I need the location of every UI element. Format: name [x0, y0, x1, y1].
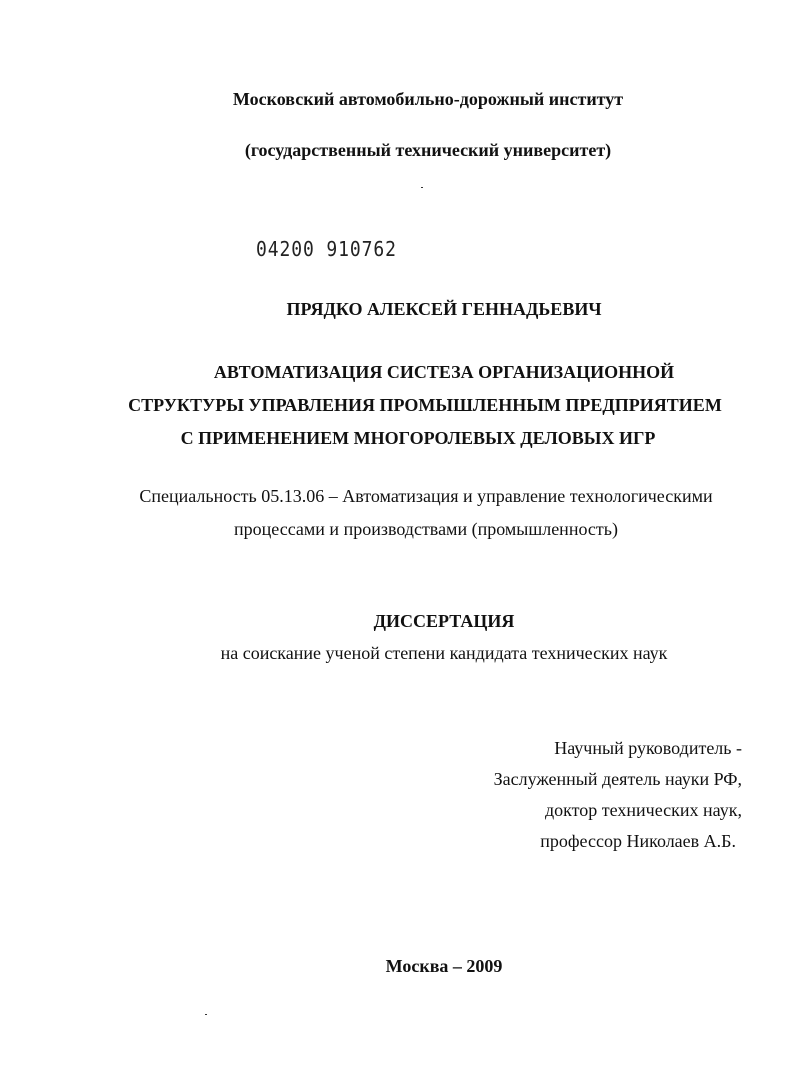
- specialty-line-2: процессами и производствами (промышленность): [234, 519, 618, 539]
- supervisor-line-2: Заслуженный деятель науки РФ,: [493, 769, 742, 789]
- specialty-line-1: Специальность 05.13.06 – Автоматизация и управление технологическими: [139, 486, 713, 506]
- scan-speck: [421, 187, 423, 188]
- degree-description: на соискание ученой степени кандидата технических наук: [220, 643, 668, 663]
- dissertation-title-line-2: СТРУКТУРЫ УПРАВЛЕНИЯ ПРОМЫШЛЕННЫМ ПРЕДПРИЯТИЕМ: [128, 395, 722, 415]
- city-and-year: Москва – 2009: [385, 956, 503, 976]
- scan-speck: [205, 1014, 207, 1015]
- university-name: (государственный технический университет): [244, 140, 612, 160]
- registration-stamp-number: 04200 910762: [256, 237, 397, 261]
- author-name: ПРЯДКО АЛЕКСЕЙ ГЕННАДЬЕВИЧ: [286, 299, 602, 319]
- institute-name: Московский автомобильно-дорожный институт: [232, 89, 624, 109]
- supervisor-line-4: профессор Николаев А.Б.: [540, 831, 736, 851]
- dissertation-title-line-1: АВТОМАТИЗАЦИЯ СИСТЕЗА ОРГАНИЗАЦИОННОЙ: [213, 362, 675, 382]
- document-type: ДИССЕРТАЦИЯ: [373, 611, 515, 631]
- supervisor-line-1: Научный руководитель -: [554, 738, 742, 758]
- supervisor-line-3: доктор технических наук,: [545, 800, 742, 820]
- dissertation-title-line-3: С ПРИМЕНЕНИЕМ МНОГОРОЛЕВЫХ ДЕЛОВЫХ ИГР: [180, 428, 656, 448]
